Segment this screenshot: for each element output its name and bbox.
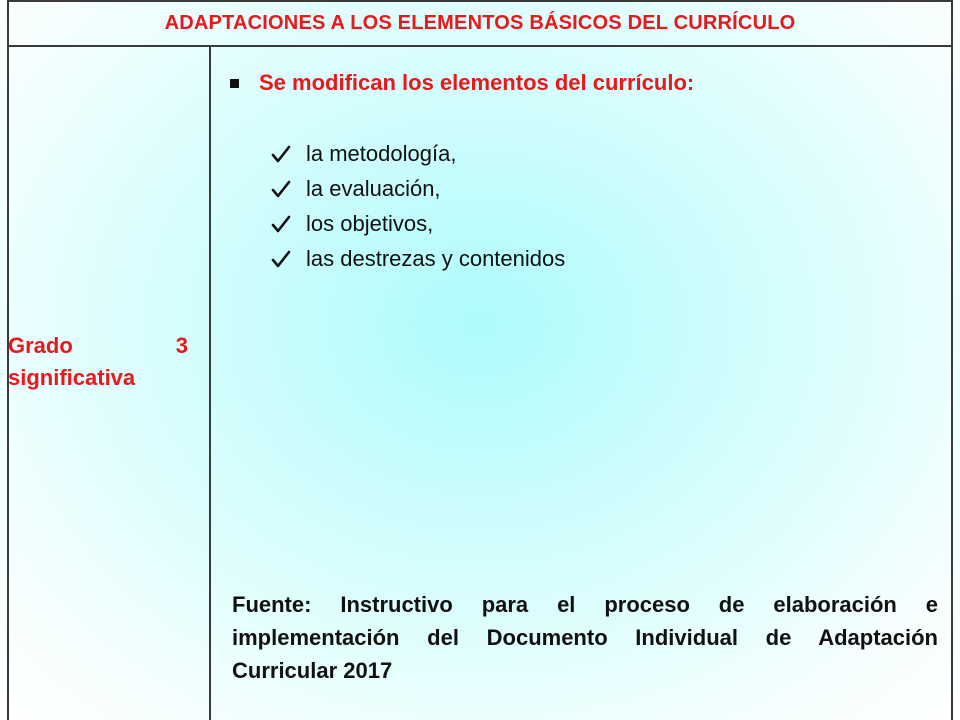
list-item	[270, 171, 936, 206]
list-item	[270, 241, 936, 276]
grade-number: 3	[175, 333, 188, 358]
list-item	[270, 136, 936, 171]
table-title: ADAPTACIONES A LOS ELEMENTOS BÁSICOS DEL CURRÍCULO	[164, 12, 796, 34]
list-item-text: la metodología,	[306, 140, 457, 166]
checkmark-icon	[270, 178, 292, 200]
checkmark-icon	[270, 143, 292, 165]
square-bullet-icon	[230, 79, 239, 88]
table-header	[9, 0, 951, 47]
grade-cell	[8, 330, 188, 394]
grade-line	[8, 330, 188, 362]
source-citation: Fuente: Instructivo para el proceso de elaboración e implementación del Documento Individual de Adaptación Curricular 2017	[232, 592, 938, 683]
list-item-text: las destrezas y contenidos	[306, 245, 566, 271]
main-bullet	[226, 70, 936, 96]
grade-type: significativa	[8, 365, 136, 390]
list-item-text: la evaluación,	[306, 175, 441, 201]
list-item	[270, 206, 936, 241]
list-item-text: los objetivos,	[306, 210, 434, 236]
elements-cell	[226, 70, 936, 276]
elements-list	[226, 136, 936, 276]
column-divider	[209, 47, 211, 720]
main-bullet-text: Se modifican los elementos del currículo:	[259, 70, 695, 95]
checkmark-icon	[270, 213, 292, 235]
checkmark-icon	[270, 248, 292, 270]
grade-word: Grado	[8, 333, 73, 358]
